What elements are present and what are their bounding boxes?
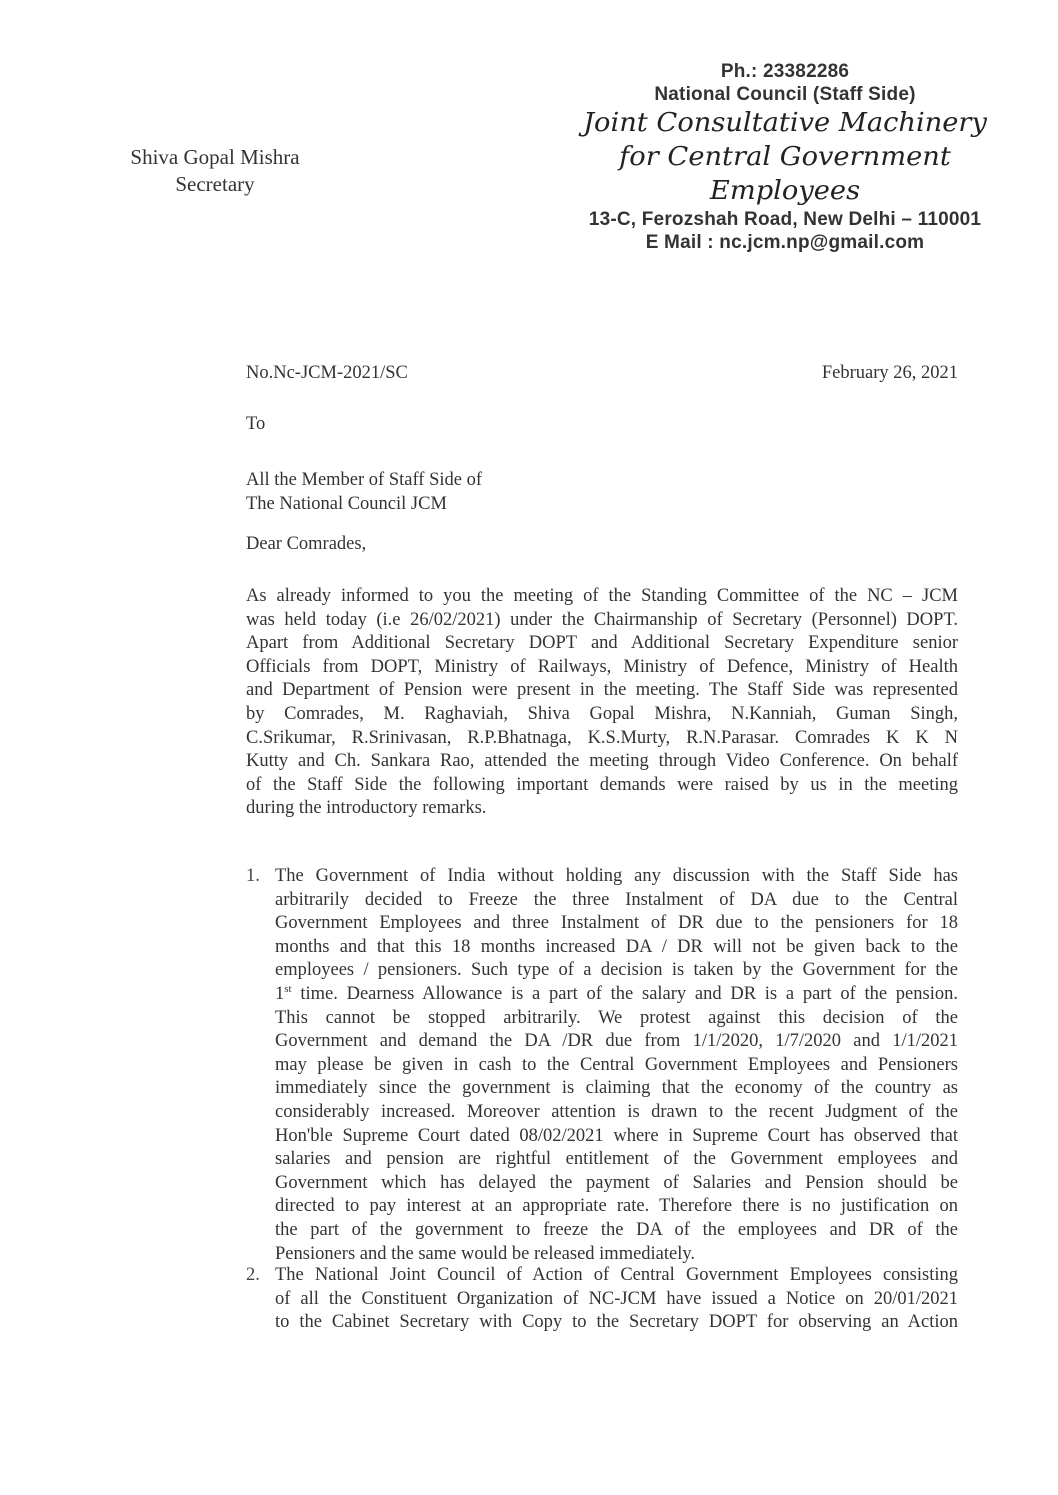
text-line: As already informed to you the meeting of the Standing Committee of the NC – JCM [246, 586, 958, 606]
sender-title: Secretary [175, 172, 255, 196]
text-line: employees / pensioners. Such type of a decision is taken by the Government for the [275, 960, 958, 981]
text-line: Hon'ble Supreme Court dated 08/02/2021 where in Supreme Court has observed that [275, 1125, 958, 1146]
recipient-line: All the Member of Staff Side of [246, 470, 483, 490]
text-line: considerably increased. Moreover attention is drawn to the recent Judgment of the [275, 1101, 958, 1122]
text-line: of the Staff Side the following important demands were raised by us in the meeting [246, 774, 958, 795]
text-line: immediately since the government is claiming that the economy of the country as [275, 1078, 958, 1099]
list-item-text [275, 865, 958, 1266]
text-line: during the introductory remarks. [246, 798, 487, 819]
text-line: directed to pay interest at an appropriate rate. Therefore there is no justification on [275, 1196, 958, 1217]
text-line: Government which has delayed the payment of Salaries and Pension should be [275, 1172, 958, 1193]
list-item-number: 1. [246, 866, 260, 886]
letterhead-script-line2: for Central Government Employees [619, 142, 951, 206]
text-line: was held today (i.e 26/02/2021) under the Chairmanship of Secretary (Personnel) DOPT. [246, 609, 958, 630]
text-line: arbitrarily decided to Freeze the three Instalment of DA due to the Central [275, 889, 958, 910]
text-line: Government Employees and three Instalment of DR due to the pensioners for 18 [275, 913, 958, 934]
text-line: Kutty and Ch. Sankara Rao, attended the meeting through Video Conference. On behalf [246, 751, 958, 772]
salutation: Dear Comrades, [246, 534, 367, 554]
text-line: Pensioners and the same would be released immediately. [275, 1243, 696, 1264]
recipient-line: The National Council JCM [246, 494, 447, 514]
letter-date: February 26, 2021 [821, 363, 958, 383]
text-line: may please be given in cash to the Central Government Employees and Pensioners [275, 1054, 958, 1075]
text-line: the part of the government to freeze the DA of the employees and DR of the [275, 1219, 958, 1240]
text-line: months and that this 18 months increased DA / DR will not be given back to the [275, 936, 958, 957]
text-line: salaries and pension are rightful entitlement of the Government employees and [275, 1149, 958, 1170]
intro-paragraph [246, 585, 958, 821]
text-line: and Department of Pension were present in the meeting. The Staff Side was represented [246, 680, 958, 701]
to-label: To [246, 414, 266, 434]
text-line: Apart from Additional Secretary DOPT and Additional Secretary Expenditure senior [246, 633, 958, 654]
text-line: Government and demand the DA /DR due from 1/1/2020, 1/7/2020 and 1/1/2021 [275, 1031, 958, 1052]
reference-number: No.Nc-JCM-2021/SC [246, 363, 408, 383]
recipient [246, 468, 482, 516]
letterhead [560, 60, 1010, 254]
letterhead-address: 13-C, Ferozshah Road, New Delhi – 110001 [588, 209, 982, 230]
letterhead-council: National Council (Staff Side) [654, 84, 916, 105]
sender-name: Shiva Gopal Mishra [130, 145, 300, 169]
letterhead-phone: Ph.: 23382286 [720, 61, 850, 82]
text-line: C.Srikumar, R.Srinivasan, R.P.Bhatnaga, K.S.Murty, R.N.Parasar. Comrades K K N [246, 727, 958, 748]
list-item-number: 2. [246, 1265, 260, 1285]
letterhead-script-line1: Joint Consultative Machinery [583, 108, 987, 138]
text-line: This cannot be stopped arbitrarily. We protest against this decision of the [275, 1007, 958, 1028]
text-line: by Comrades, M. Raghaviah, Shiva Gopal Mishra, N.Kanniah, Guman Singh, [246, 703, 958, 724]
text-line: The National Joint Council of Action of Central Government Employees consisting [275, 1265, 958, 1285]
text-line: 1st time. Dearness Allowance is a part of the salary and DR is a part of the pension. [275, 982, 958, 1004]
text-line: to the Cabinet Secretary with Copy to the Secretary DOPT for observing an Action [275, 1312, 958, 1333]
text-line: Officials from DOPT, Ministry of Railways, Ministry of Defence, Ministry of Health [246, 656, 958, 677]
text-line: The Government of India without holding any discussion with the Staff Side has [275, 866, 958, 886]
text-line: of all the Constituent Organization of NC-JCM have issued a Notice on 20/01/2021 [275, 1288, 958, 1309]
letterhead-email: E Mail : nc.jcm.np@gmail.com [645, 232, 925, 253]
list-item-text [275, 1264, 958, 1335]
sender-block [110, 144, 320, 198]
